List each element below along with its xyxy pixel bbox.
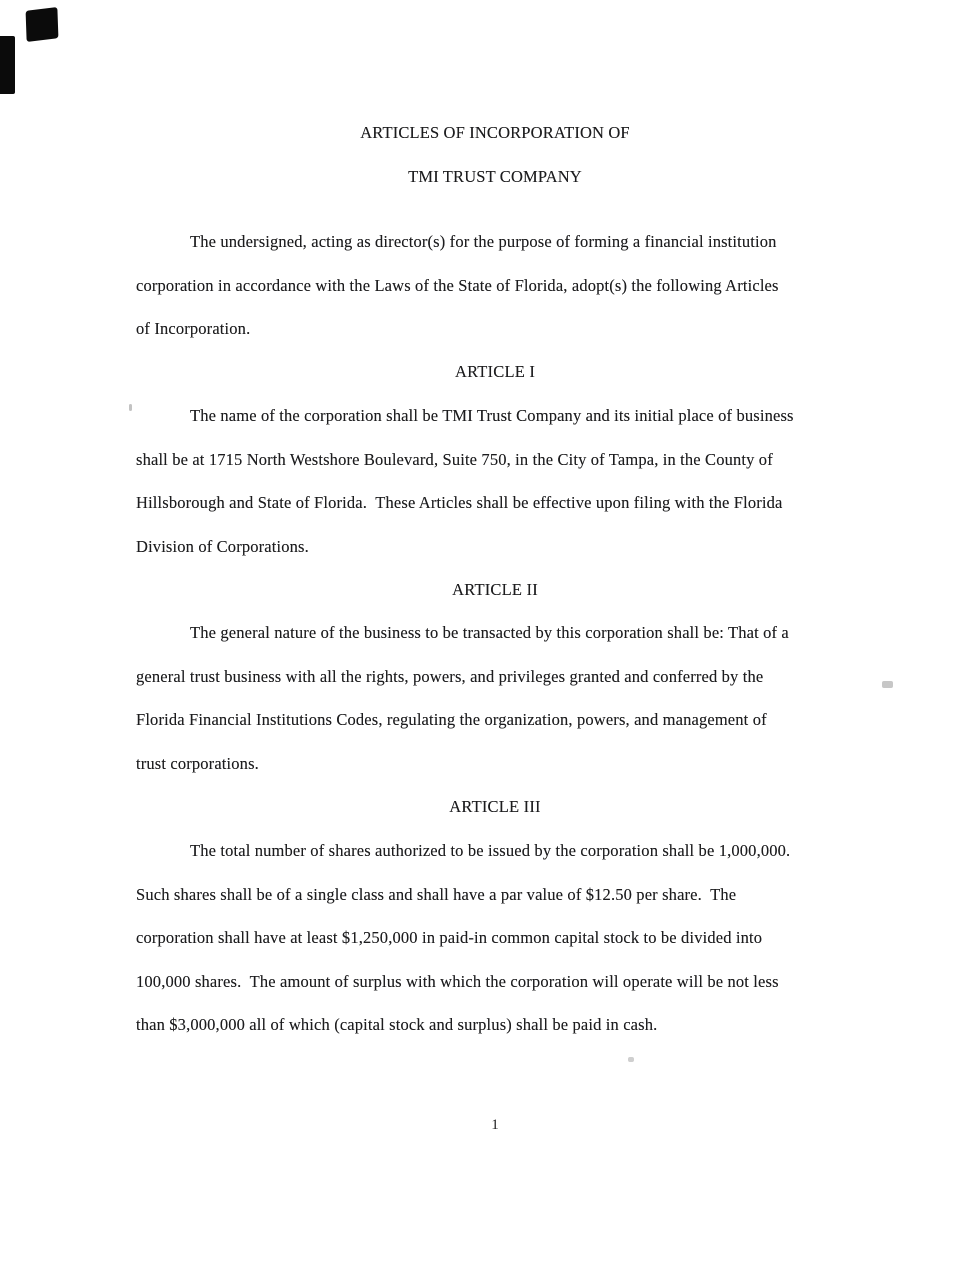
article-1-body xyxy=(136,394,854,568)
title-line-2: TMI TRUST COMPANY xyxy=(408,166,582,186)
title-line-1: ARTICLES OF INCORPORATION OF xyxy=(360,123,630,142)
scan-artifact-blob xyxy=(26,7,59,42)
scan-artifact-edge-bar xyxy=(0,36,15,94)
article-3-line: Such shares shall be of a single class and shall have a par value of $12.50 per share. The xyxy=(136,884,737,904)
article-3-line: The total number of shares authorized to be issued by the corporation shall be 1,000,000. xyxy=(190,841,791,860)
article-2-line: general trust business with all the rights, powers, and privileges granted and conferred by the xyxy=(136,666,764,686)
article-1-line: Division of Corporations. xyxy=(136,536,309,556)
article-3-line: than $3,000,000 all of which (capital stock and surplus) shall be paid in cash. xyxy=(136,1015,658,1034)
article-3-body xyxy=(136,829,854,1047)
article-1-heading: ARTICLE I xyxy=(454,362,536,381)
intro-line: The undersigned, acting as director(s) for the purpose of forming a financial institution xyxy=(190,232,777,251)
article-2-line: Florida Financial Institutions Codes, regulating the organization, powers, and management of xyxy=(136,710,767,729)
article-3-heading: ARTICLE III xyxy=(449,797,541,816)
article-1-line: shall be at 1715 North Westshore Boulevard, Suite 750, in the City of Tampa, in the County of xyxy=(136,449,773,469)
article-2-body xyxy=(136,611,854,785)
intro-line: of Incorporation. xyxy=(136,319,251,338)
article-3-heading-row xyxy=(136,785,854,829)
intro-line: corporation in accordance with the Laws of the State of Florida, adopt(s) the following Articles xyxy=(136,275,779,295)
scan-artifact-right-mark xyxy=(882,681,893,688)
article-2-heading: ARTICLE II xyxy=(452,580,538,599)
page-number: 1 xyxy=(491,1117,499,1133)
article-1-line: The name of the corporation shall be TMI Trust Company and its initial place of business xyxy=(190,406,794,425)
article-3-line: corporation shall have at least $1,250,000 in paid-in common capital stock to be divided into xyxy=(136,928,763,947)
article-2-heading-row xyxy=(136,568,854,612)
intro-paragraph xyxy=(136,220,854,351)
article-3-line: 100,000 shares. The amount of surplus with which the corporation will operate will be not less xyxy=(136,971,779,991)
article-2-line: trust corporations. xyxy=(136,753,259,773)
article-2-line: The general nature of the business to be transacted by this corporation shall be: That of a xyxy=(190,623,789,642)
document-title xyxy=(136,111,854,198)
scan-artifact-smudge xyxy=(628,1057,634,1062)
article-1-heading-row xyxy=(136,350,854,394)
scan-artifact-smudge xyxy=(129,404,132,411)
article-1-line: Hillsborough and State of Florida. These Articles shall be effective upon filing with the Florida xyxy=(136,493,783,512)
